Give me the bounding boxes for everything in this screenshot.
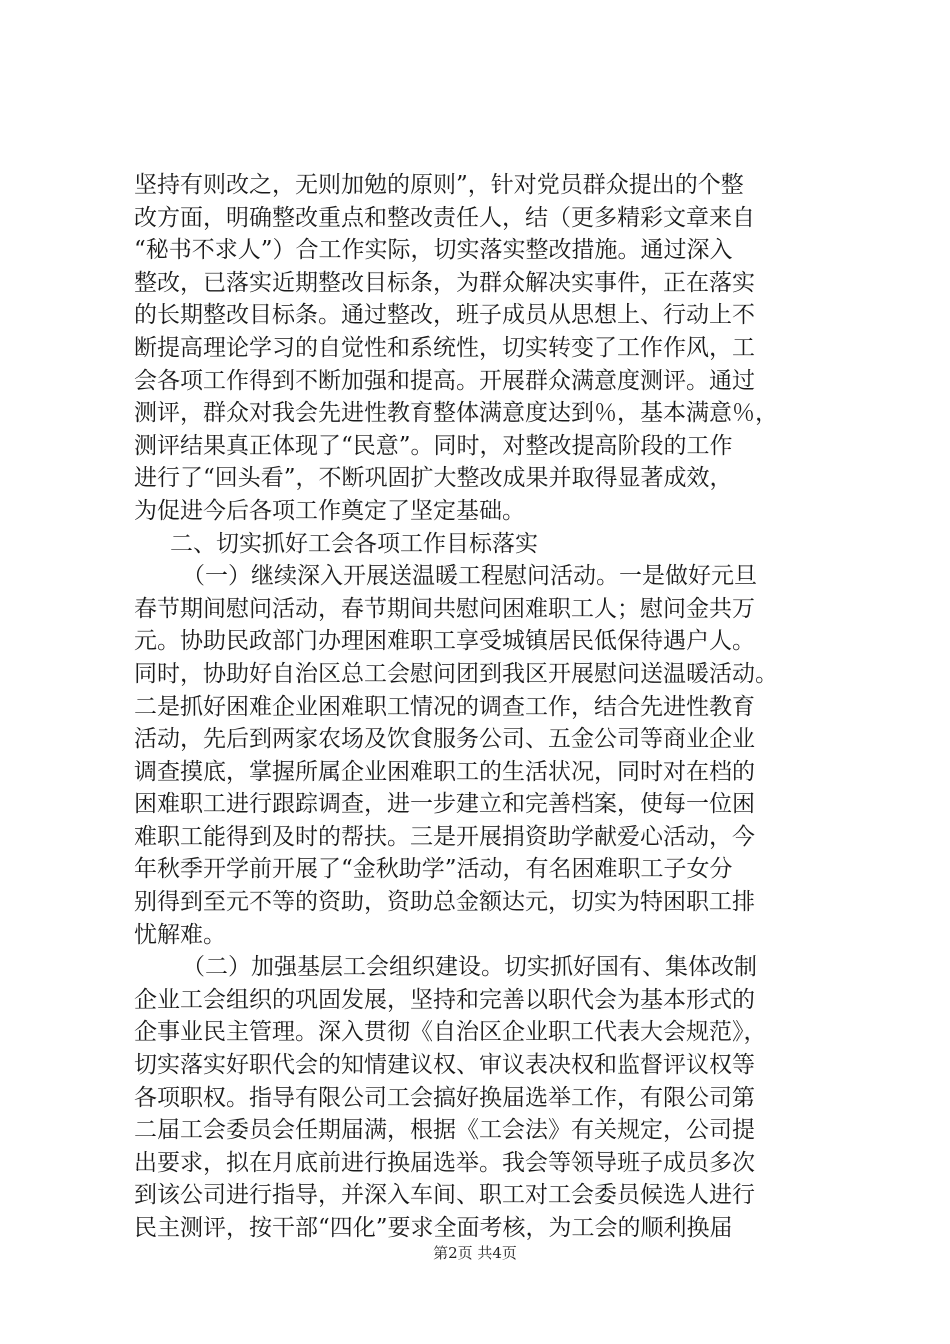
- text-line: “秘书不求人”）合工作实际，切实落实整改措施。通过深入: [134, 237, 733, 264]
- text-line: 的长期整改目标条。通过整改，班子成员从思想上、行动上不: [134, 302, 755, 329]
- text-line: 元。协助民政部门办理困难职工享受城镇居民低保待遇户人。: [134, 628, 755, 655]
- text-line: 企业工会组织的巩固发展，坚持和完善以职代会为基本形式的: [134, 986, 755, 1013]
- text-line: 测评，群众对我会先进性教育整体满意度达到％，基本满意％，: [134, 400, 778, 427]
- text-line: 二届工会委员会任期届满，根据《工会法》有关规定，公司提: [134, 1117, 755, 1144]
- text-line: （二）加强基层工会组织建设。切实抓好国有、集体改制: [182, 954, 757, 981]
- text-line: 各项职权。指导有限公司工会搞好换届选举工作，有限公司第: [134, 1084, 755, 1111]
- text-line: 年秋季开学前开展了“金秋助学”活动，有名困难职工子女分: [134, 856, 733, 883]
- text-line: （一）继续深入开展送温暖工程慰问活动。一是做好元旦: [182, 563, 757, 590]
- text-line: 民主测评，按干部“四化”要求全面考核，为工会的顺利换届: [134, 1215, 733, 1241]
- page-number: 第2页 共4页: [433, 1244, 517, 1262]
- text-line: 企事业民主管理。深入贯彻《自治区企业职工代表大会规范》，: [134, 1019, 767, 1046]
- document-body: [134, 169, 834, 1245]
- text-line: 断提高理论学习的自觉性和系统性，切实转变了工作作风，工: [134, 334, 755, 361]
- text-line: 难职工能得到及时的帮扶。三是开展捐资助学献爱心活动，今: [134, 823, 755, 850]
- text-line: 二是抓好困难企业困难职工情况的调查工作，结合先进性教育: [134, 693, 755, 720]
- text-line: 出要求，拟在月底前进行换届选举。我会等领导班子成员多次: [134, 1149, 755, 1176]
- text-line: 二、切实抓好工会各项工作目标落实: [170, 530, 538, 557]
- text-line: 春节期间慰问活动，春节期间共慰问困难职工人；慰问金共万: [134, 595, 755, 622]
- text-line: 坚持有则改之，无则加勉的原则”，针对党员群众提出的个整: [134, 172, 744, 198]
- text-line: 整改，已落实近期整改目标条，为群众解决实事件，正在落实: [134, 269, 755, 296]
- text-line: 会各项工作得到不断加强和提高。开展群众满意度测评。通过: [134, 367, 755, 394]
- text-line: 忧解难。: [134, 921, 226, 948]
- text-line: 改方面，明确整改重点和整改责任人，结（更多精彩文章来自: [134, 204, 755, 231]
- text-line: 困难职工进行跟踪调查，进一步建立和完善档案，使每一位困: [134, 791, 755, 818]
- text-line: 同时，协助好自治区总工会慰问团到我区开展慰问送温暖活动。: [134, 660, 778, 687]
- text-line: 到该公司进行指导，并深入车间、职工对工会委员候选人进行: [134, 1182, 755, 1209]
- text-line: 测评结果真正体现了“民意”。同时，对整改提高阶段的工作: [134, 432, 733, 459]
- text-line: 进行了“回头看”，不断巩固扩大整改成果并取得显著成效，: [134, 465, 733, 492]
- text-line: 调查摸底，掌握所属企业困难职工的生活状况，同时对在档的: [134, 758, 755, 785]
- text-line: 活动，先后到两家农场及饮食服务公司、五金公司等商业企业: [134, 726, 755, 753]
- text-line: 为促进今后各项工作奠定了坚定基础。: [134, 497, 525, 524]
- text-line: 别得到至元不等的资助，资助总金额达元，切实为特困职工排: [134, 889, 755, 916]
- text-line: 切实落实好职代会的知情建议权、审议表决权和监督评议权等: [134, 1052, 755, 1079]
